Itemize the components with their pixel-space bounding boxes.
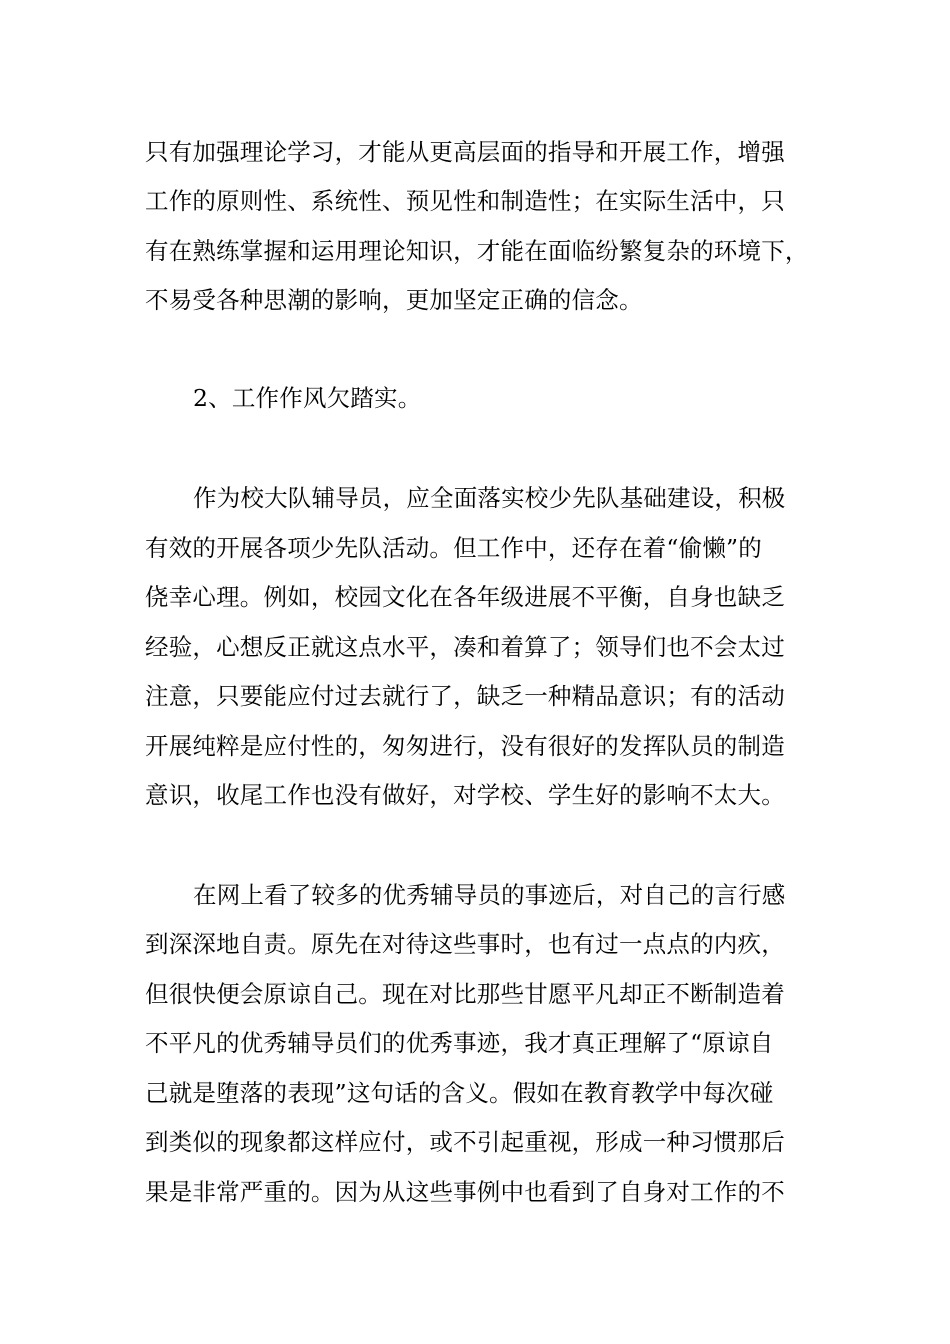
paragraph-3-line-6: 开展纯粹是应付性的，匆匆进行，没有很好的发挥队员的制造 <box>145 732 785 760</box>
paragraph-1-line-3: 有在熟练掌握和运用理论知识，才能在面临纷繁复杂的环境下， <box>145 237 809 265</box>
paragraph-1-line-1: 只有加强理论学习，才能从更高层面的指导和开展工作，增强 <box>145 138 785 166</box>
paragraph-1-line-4: 不易受各种思潮的影响，更加坚定正确的信念。 <box>145 286 643 314</box>
paragraph-4-line-5: 己就是堕落的表现”这句话的含义。假如在教育教学中每次碰 <box>145 1079 774 1107</box>
paragraph-4-line-3: 但很快便会原谅自己。现在对比那些甘愿平凡却正不断制造着 <box>145 980 785 1008</box>
section-heading: 2、工作作风欠踏实。 <box>193 384 422 412</box>
paragraph-4-line-1: 在网上看了较多的优秀辅导员的事迹后，对自己的言行感 <box>193 881 786 909</box>
paragraph-3-line-5: 注意，只要能应付过去就行了，缺乏一种精品意识；有的活动 <box>145 682 785 710</box>
paragraph-3-line-3: 侥幸心理。例如，校园文化在各年级进展不平衡，自身也缺乏 <box>145 583 785 611</box>
paragraph-3-line-7: 意识，收尾工作也没有做好，对学校、学生好的影响不太大。 <box>145 781 785 809</box>
paragraph-1-line-2: 工作的原则性、系统性、预见性和制造性；在实际生活中，只 <box>145 187 785 215</box>
paragraph-3-line-4: 经验，心想反正就这点水平，凑和着算了；领导们也不会太过 <box>145 633 785 661</box>
paragraph-3-line-1: 作为校大队辅导员，应全面落实校少先队基础建设，积极 <box>193 484 786 512</box>
paragraph-4-line-6: 到类似的现象都这样应付，或不引起重视，形成一种习惯那后 <box>145 1128 785 1156</box>
paragraph-4-line-4: 不平凡的优秀辅导员们的优秀事迹，我才真正理解了“原谅自 <box>145 1029 774 1057</box>
paragraph-3-line-2: 有效的开展各项少先队活动。但工作中，还存在着“偷懒”的 <box>145 534 762 562</box>
paragraph-4-line-7: 果是非常严重的。因为从这些事例中也看到了自身对工作的不 <box>145 1178 785 1206</box>
paragraph-4-line-2: 到深深地自责。原先在对待这些事时，也有过一点点的内疚， <box>145 930 785 958</box>
